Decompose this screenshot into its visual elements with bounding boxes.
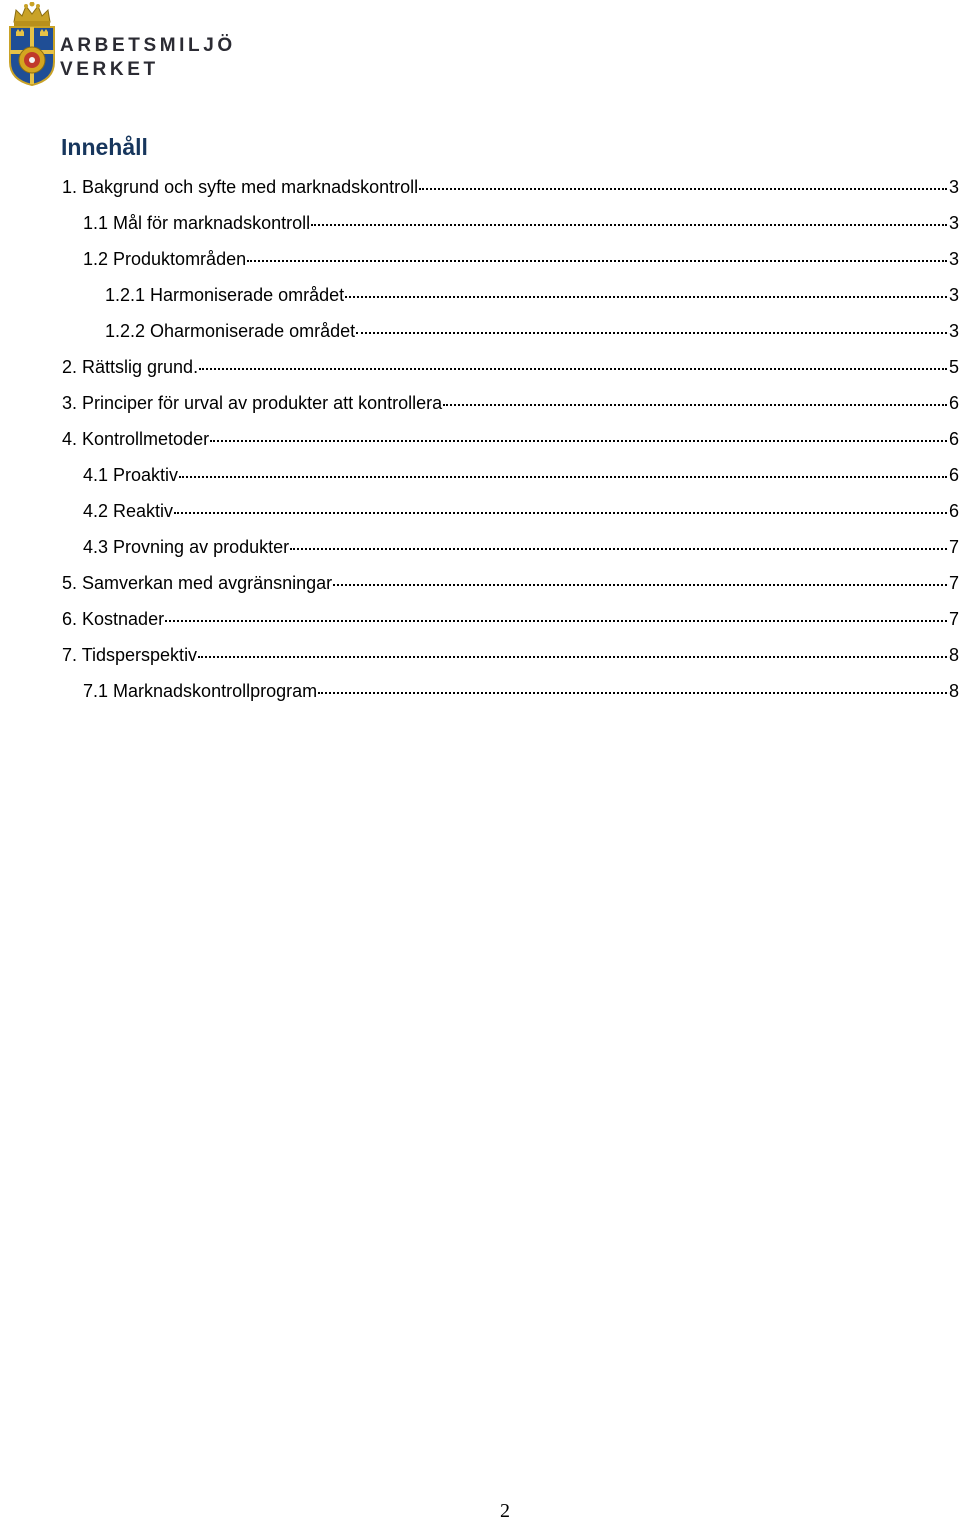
toc-leader-dots xyxy=(247,240,947,262)
toc-entry-text: 2. Rättslig grund. xyxy=(62,357,199,377)
toc-leader-dots xyxy=(419,168,947,190)
toc-entry-page: 7 xyxy=(948,573,959,593)
toc-entry-text: 7. Tidsperspektiv xyxy=(62,645,198,665)
toc-entry[interactable] xyxy=(83,207,960,231)
toc-entry-page: 3 xyxy=(948,213,959,233)
page-number: 2 xyxy=(500,1500,510,1522)
toc-leader-dots xyxy=(165,600,947,622)
toc-entry[interactable] xyxy=(62,387,960,411)
toc-leader-dots xyxy=(443,384,947,406)
agency-logo xyxy=(4,2,236,86)
toc-entry-page: 3 xyxy=(948,177,959,197)
toc-entry-text: 6. Kostnader xyxy=(62,609,165,629)
toc-entry[interactable] xyxy=(62,171,960,195)
toc-leader-dots xyxy=(174,492,947,514)
toc-entry-text: 4. Kontrollmetoder xyxy=(62,429,210,449)
toc-leader-dots xyxy=(356,312,947,334)
toc-entry-text: 5. Samverkan med avgränsningar xyxy=(62,573,333,593)
toc-leader-dots xyxy=(290,528,947,550)
toc-leader-dots xyxy=(318,672,947,694)
toc-entry-page: 6 xyxy=(948,465,959,485)
toc-entry-page: 3 xyxy=(948,321,959,341)
toc-leader-dots xyxy=(333,564,947,586)
toc-leader-dots xyxy=(210,420,947,442)
toc-entry-text: 3. Principer för urval av produkter att kontrollera xyxy=(62,393,443,413)
toc-entry-page: 3 xyxy=(948,249,959,269)
toc-leader-dots xyxy=(199,348,947,370)
toc-title: Innehåll xyxy=(61,134,148,160)
toc-entry-page: 5 xyxy=(948,357,959,377)
logo-text-line-1: ARBETSMILJÖ xyxy=(60,35,236,56)
toc-entry-page: 8 xyxy=(948,645,959,665)
toc-entry[interactable] xyxy=(105,315,960,339)
toc-entry-text: 1.2.2 Oharmoniserade området xyxy=(105,321,356,341)
toc-entry-text: 4.1 Proaktiv xyxy=(83,465,179,485)
toc-entry-text: 4.2 Reaktiv xyxy=(83,501,174,521)
toc-entry[interactable] xyxy=(62,351,960,375)
toc-leader-dots xyxy=(179,456,947,478)
toc-entry[interactable] xyxy=(83,495,960,519)
logo-text-line-2: VERKET xyxy=(60,59,159,80)
toc-leader-dots xyxy=(311,204,947,226)
toc-entry[interactable] xyxy=(62,639,960,663)
toc-entry[interactable] xyxy=(62,423,960,447)
toc-entry[interactable] xyxy=(83,531,960,555)
toc-entry-text: 7.1 Marknadskontrollprogram xyxy=(83,681,318,701)
toc-entry[interactable] xyxy=(62,567,960,591)
toc-entry-text: 1.1 Mål för marknadskontroll xyxy=(83,213,311,233)
toc-entry-page: 6 xyxy=(948,393,959,413)
toc-leader-dots xyxy=(198,636,947,658)
toc-entry-text: 4.3 Provning av produkter xyxy=(83,537,290,557)
toc-entry[interactable] xyxy=(83,243,960,267)
toc-entry[interactable] xyxy=(83,459,960,483)
toc-entry[interactable] xyxy=(105,279,960,303)
toc-entry-page: 6 xyxy=(948,501,959,521)
toc-entry-page: 7 xyxy=(948,537,959,557)
crown-shield-emblem-icon xyxy=(4,2,60,86)
toc-leader-dots xyxy=(345,276,947,298)
toc-entry-page: 8 xyxy=(948,681,959,701)
toc-entry-page: 7 xyxy=(948,609,959,629)
toc-entry-page: 6 xyxy=(948,429,959,449)
toc-entry-text: 1.2 Produktområden xyxy=(83,249,247,269)
toc-entry[interactable] xyxy=(83,675,960,699)
toc-entry-text: 1.2.1 Harmoniserade området xyxy=(105,285,345,305)
toc-entry-text: 1. Bakgrund och syfte med marknadskontroll xyxy=(62,177,419,197)
toc-entry[interactable] xyxy=(62,603,960,627)
toc-entry-page: 3 xyxy=(948,285,959,305)
